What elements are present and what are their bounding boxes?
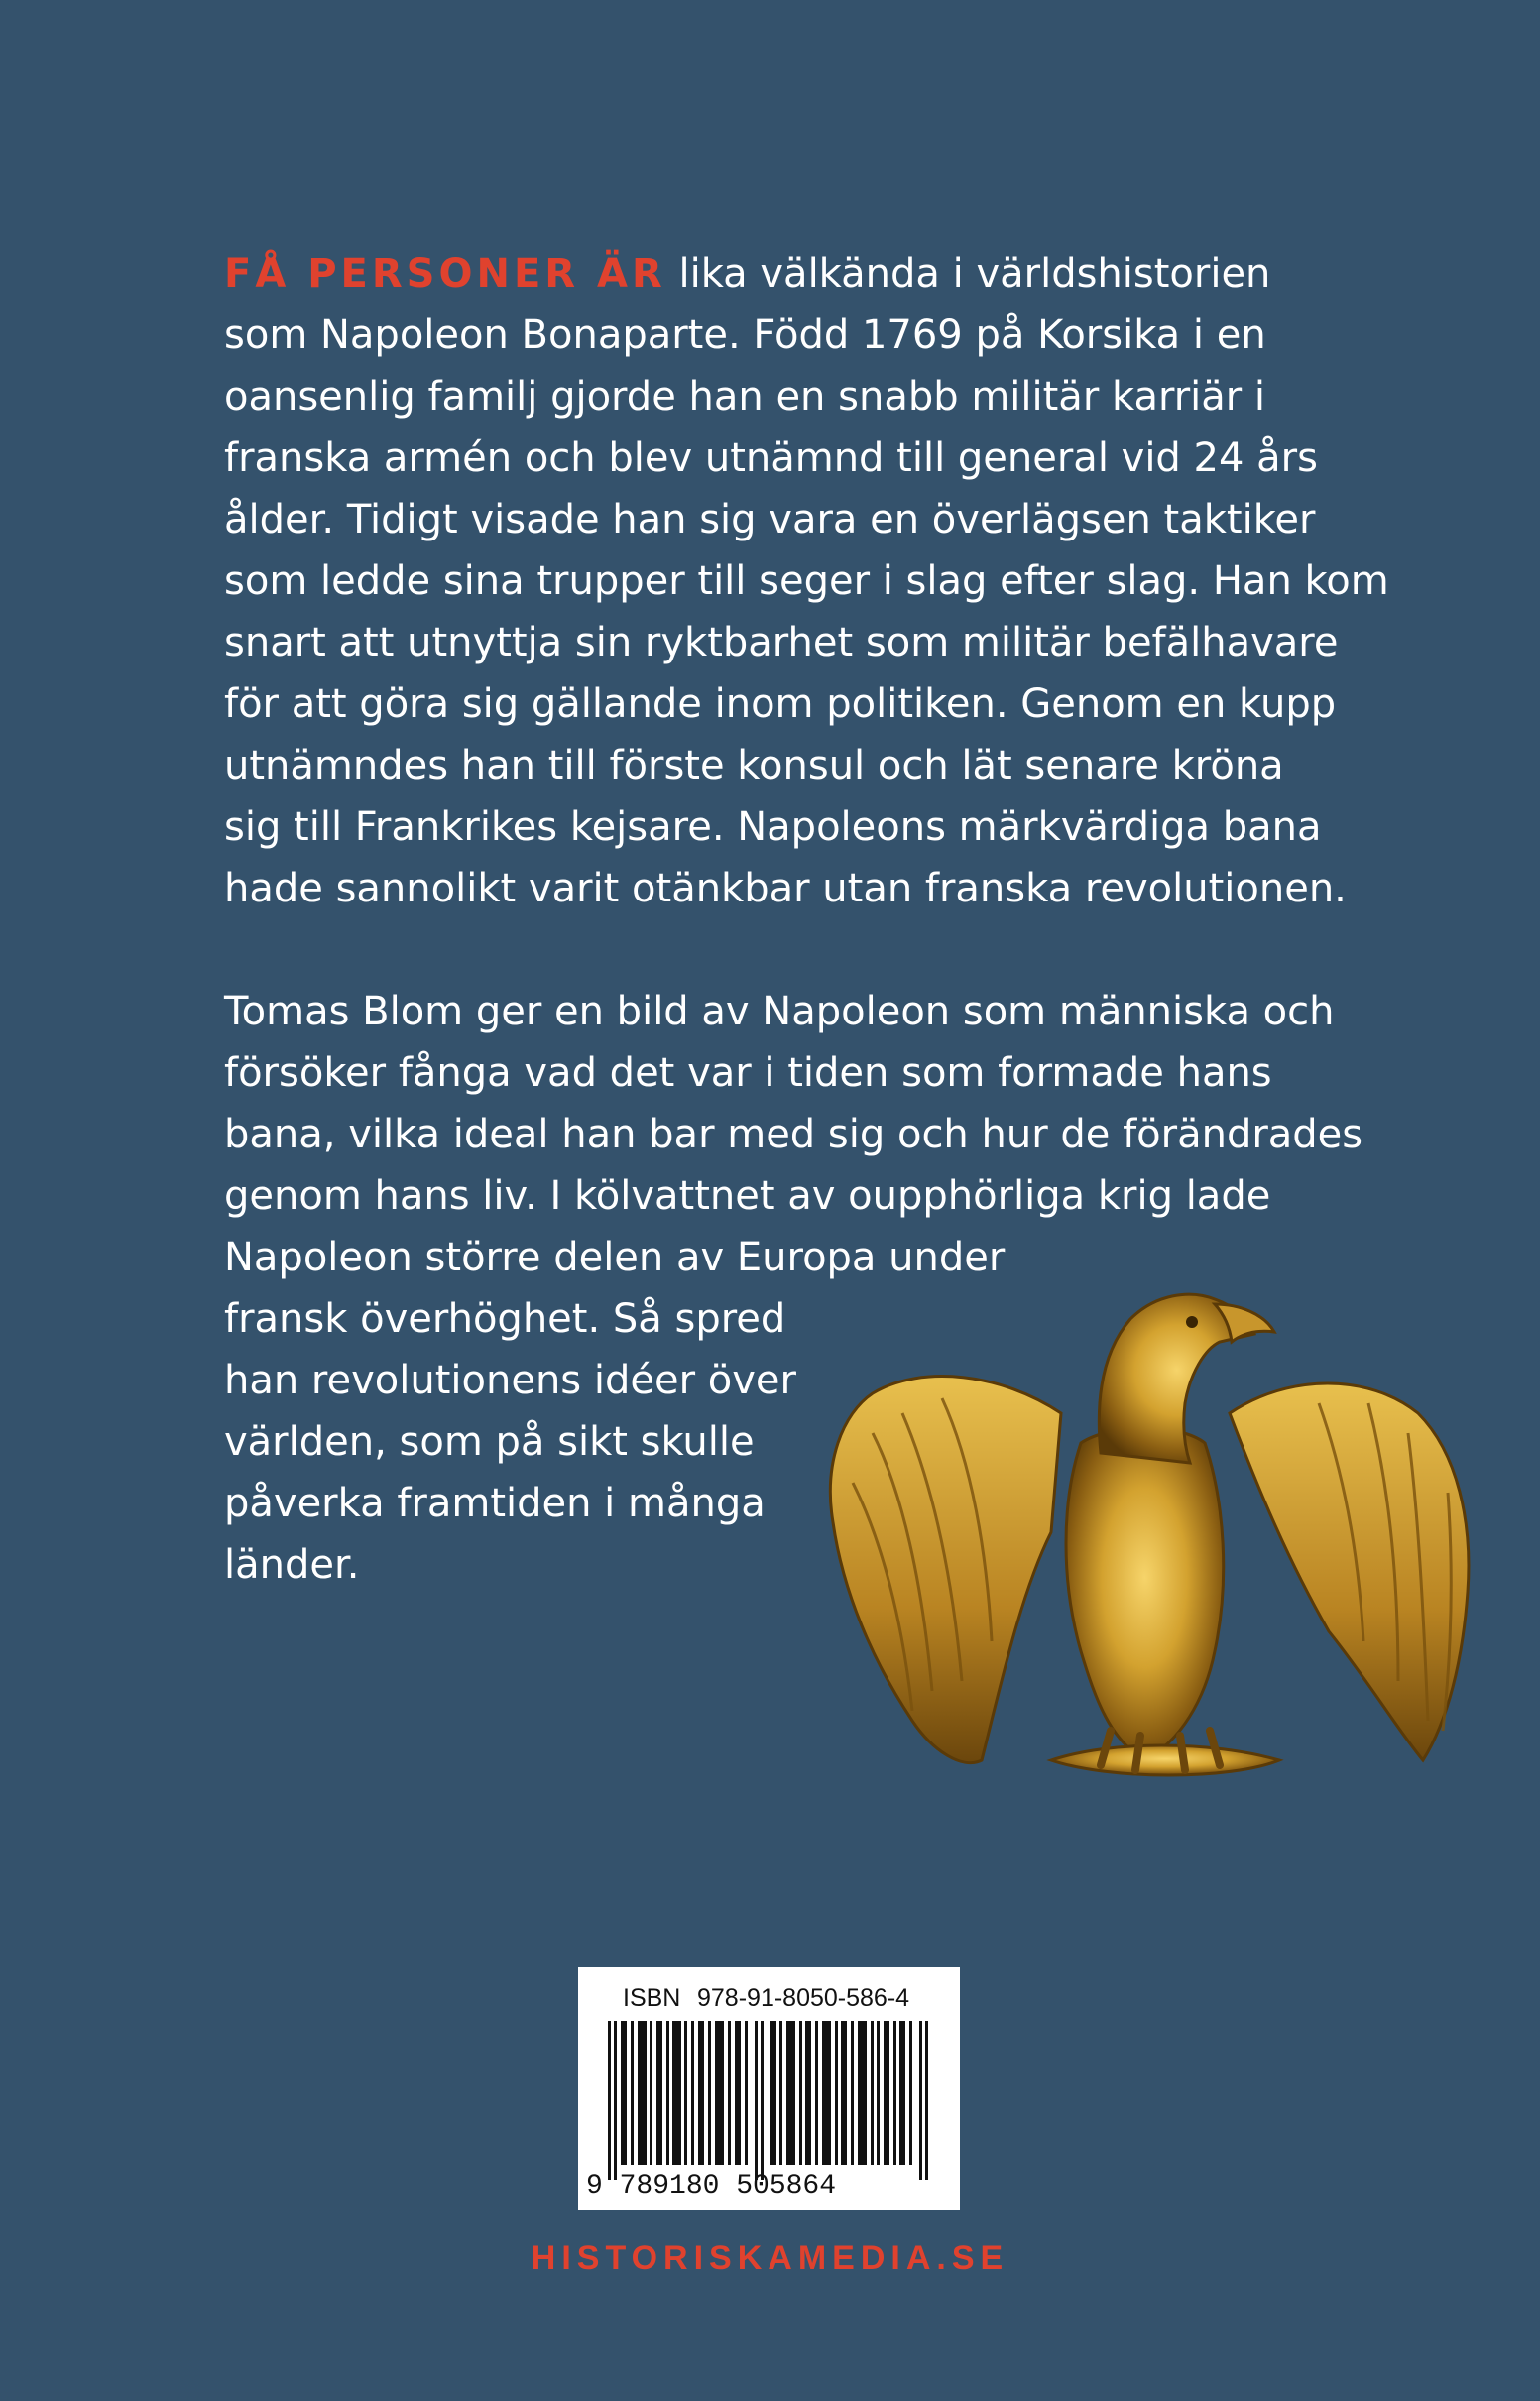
- blurb-line: försöker fånga vad det var i tiden som formade hans: [224, 1050, 1272, 1096]
- golden-eagle-icon: [813, 1264, 1487, 1820]
- blurb-line: oansenlig familj gjorde han en snabb militär karriär i: [224, 374, 1266, 420]
- blurb-line: sig till Frankrikes kejsare. Napoleons märkvärdiga bana: [224, 804, 1322, 850]
- blurb-line: påverka framtiden i många: [224, 1481, 766, 1526]
- blurb-line: Tomas Blom ger en bild av Napoleon som människa och: [224, 989, 1335, 1034]
- blurb-line: han revolutionens idéer över: [224, 1358, 796, 1403]
- blurb-line: som Napoleon Bonaparte. Född 1769 på Korsika i en: [224, 312, 1266, 358]
- barcode-bars: [588, 2021, 950, 2180]
- ean-digits: 9 789180 505864: [586, 2171, 837, 2202]
- isbn-label: ISBN: [623, 1984, 681, 2012]
- blurb-line: genom hans liv. I kölvattnet av oupphörliga krig lade: [224, 1173, 1271, 1219]
- blurb-line: [224, 243, 1364, 304]
- blurb-line: Napoleon större delen av Europa under: [224, 1235, 1006, 1280]
- lead-in-caps: FÅ PERSONER ÄR: [224, 251, 666, 297]
- blurb-line: länder.: [224, 1542, 360, 1588]
- blurb-line: bana, vilka ideal han bar med sig och hur de förändrades: [224, 1112, 1363, 1157]
- blurb-line: fransk överhöghet. Så spred: [224, 1296, 786, 1342]
- isbn-barcode: [578, 1967, 960, 2210]
- blurb-line: som ledde sina trupper till seger i slag efter slag. Han kom: [224, 558, 1389, 604]
- blurb-line: snart att utnyttja sin ryktbarhet som militär befälhavare: [224, 620, 1339, 665]
- blurb-line: franska armén och blev utnämnd till general vid 24 års: [224, 435, 1318, 481]
- blurb-paragraph-1: [224, 243, 1389, 919]
- first-line-rest: lika välkända i världshistorien: [665, 251, 1271, 297]
- publisher-url: HISTORISKAMEDIA.SE: [531, 2239, 1009, 2277]
- blurb-line: utnämndes han till förste konsul och lät senare kröna: [224, 743, 1284, 788]
- blurb-line: hade sannolikt varit otänkbar utan franska revolutionen.: [224, 866, 1347, 911]
- blurb-line: världen, som på sikt skulle: [224, 1419, 755, 1465]
- isbn-number: 978-91-8050-586-4: [697, 1984, 910, 2012]
- blurb-line: för att göra sig gällande inom politiken. Genom en kupp: [224, 681, 1337, 727]
- blurb-line: ålder. Tidigt visade han sig vara en överlägsen taktiker: [224, 497, 1316, 542]
